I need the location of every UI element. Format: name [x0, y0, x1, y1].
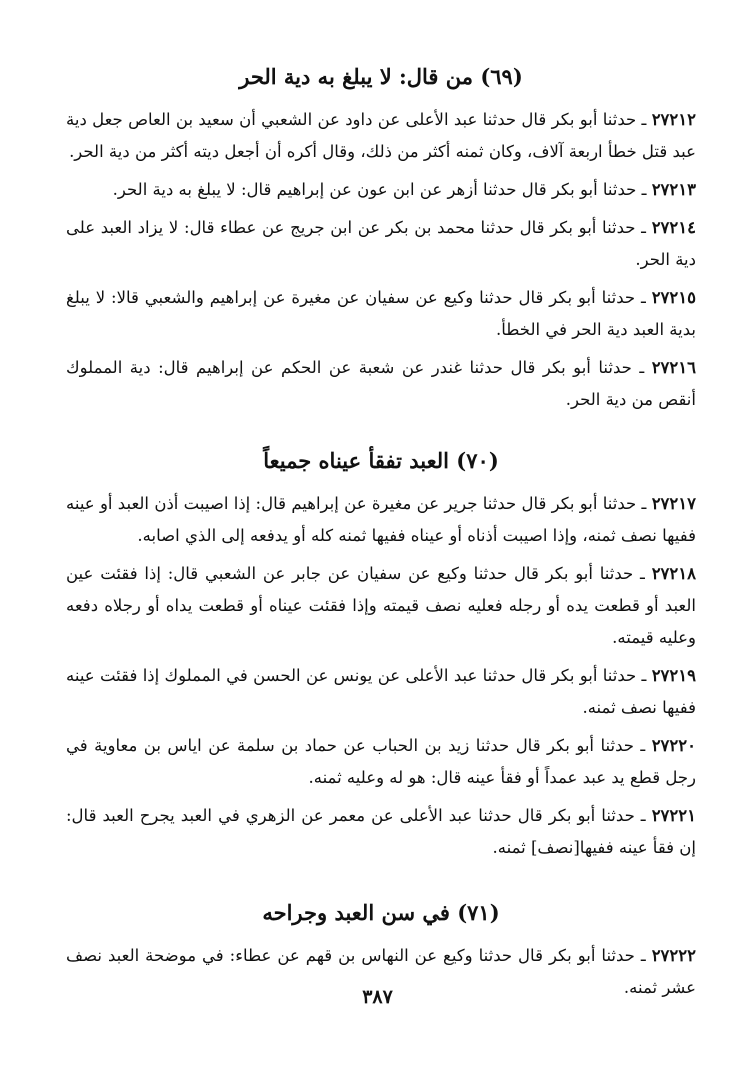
- section-heading: (٧١) في سن العبد وجراحه: [262, 900, 500, 925]
- section-heading: (٧٠) العبد تفقأ عيناه جميعاً: [263, 448, 499, 473]
- hadith-number: ٢٧٢١٧: [651, 494, 696, 513]
- hadith-number: ٢٧٢١٦: [651, 358, 696, 377]
- page-number: ٣٨٧: [362, 986, 393, 1008]
- hadith-number: ٢٧٢٢١: [651, 806, 696, 825]
- hadith-number: ٢٧٢٢٢: [651, 946, 696, 965]
- hadith-number: ٢٧٢١٥: [651, 288, 696, 307]
- hadith-entry: [66, 104, 696, 168]
- hadith-text: ـ حدثنا أبو بكر قال حدثنا غندر عن شعبة عن الحكم عن إبراهيم قال: دية المملوك أنقص من دية الحر.: [66, 358, 696, 409]
- hadith-text: ـ حدثنا أبو بكر قال حدثنا وكيع عن النهاس بن قهم عن عطاء: في موضحة العبد نصف عشر ثمنه.: [66, 946, 696, 997]
- hadith-text: ـ حدثنا أبو بكر قال حدثنا أزهر عن ابن عون عن إبراهيم قال: لا يبلغ به دية الحر.: [112, 180, 652, 199]
- hadith-entry: [66, 558, 696, 654]
- hadith-text: ـ حدثنا أبو بكر قال حدثنا عبد الأعلى عن داود عن الشعبي أن سعيد بن العاص جعل دية عبد قتل خطأ اربعة آلاف، وكان ثمنه أكثر من ذلك، وقال أكره أن أجعل ديته أكثر من دية الحر.: [66, 110, 696, 161]
- section-heading: (٦٩) من قال: لا يبلغ به دية الحر: [239, 64, 523, 89]
- hadith-entry: [66, 488, 696, 552]
- hadith-number: ٢٧٢١٨: [651, 564, 696, 583]
- hadith-text: ـ حدثنا أبو بكر قال حدثنا زيد بن الحباب عن حماد بن سلمة عن اياس بن معاوية في رجل قطع يد عبد عمداً أو فقأ عينه قال: هو له وعليه ثمنه.: [66, 736, 696, 787]
- hadith-text: ـ حدثنا أبو بكر قال حدثنا عبد الأعلى عن معمر عن الزهري في العبد يجرح العبد قال: إن فقأ عينه ففيها[نصف] ثمنه.: [66, 806, 696, 857]
- hadith-number: ٢٧٢١٢: [651, 110, 696, 129]
- hadith-entry: [66, 174, 696, 206]
- document-page: [66, 62, 696, 1010]
- hadith-number: ٢٧٢٢٠: [651, 736, 696, 755]
- hadith-entry: [66, 660, 696, 724]
- hadith-number: ٢٧٢١٩: [651, 666, 696, 685]
- hadith-entry: [66, 730, 696, 794]
- hadith-text: ـ حدثنا أبو بكر قال حدثنا محمد بن بكر عن ابن جريج عن عطاء قال: لا يزاد العبد على دية الحر.: [66, 218, 696, 269]
- hadith-entry: [66, 352, 696, 416]
- hadith-text: ـ حدثنا أبو بكر قال حدثنا وكيع عن سفيان عن جابر عن الشعبي قال: إذا فقئت عين العبد أو قطعت يده أو رجله فعليه نصف قيمته وإذا فقئت عيناه أو قطعت يداه أو رجلاه دفعه وعليه قيمته.: [66, 564, 696, 647]
- hadith-entry: [66, 800, 696, 864]
- hadith-text: ـ حدثنا أبو بكر قال حدثنا عبد الأعلى عن يونس عن الحسن في المملوك إذا فقئت عينه ففيها نصف ثمنه.: [66, 666, 696, 717]
- hadith-text: ـ حدثنا أبو بكر قال حدثنا جرير عن مغيرة عن إبراهيم قال: إذا اصيبت أذن العبد أو عينه ففيها نصف ثمنه، وإذا اصيبت أذناه أو عيناه ففيها ثمنه كله أو يدفعه إلى الذي اصابه.: [66, 494, 696, 545]
- hadith-number: ٢٧٢١٤: [651, 218, 696, 237]
- hadith-number: ٢٧٢١٣: [651, 180, 696, 199]
- hadith-entry: [66, 212, 696, 276]
- hadith-entry: [66, 282, 696, 346]
- hadith-text: ـ حدثنا أبو بكر قال حدثنا وكيع عن سفيان عن مغيرة عن إبراهيم والشعبي قالا: لا يبلغ بدية العبد دية الحر في الخطأ.: [66, 288, 696, 339]
